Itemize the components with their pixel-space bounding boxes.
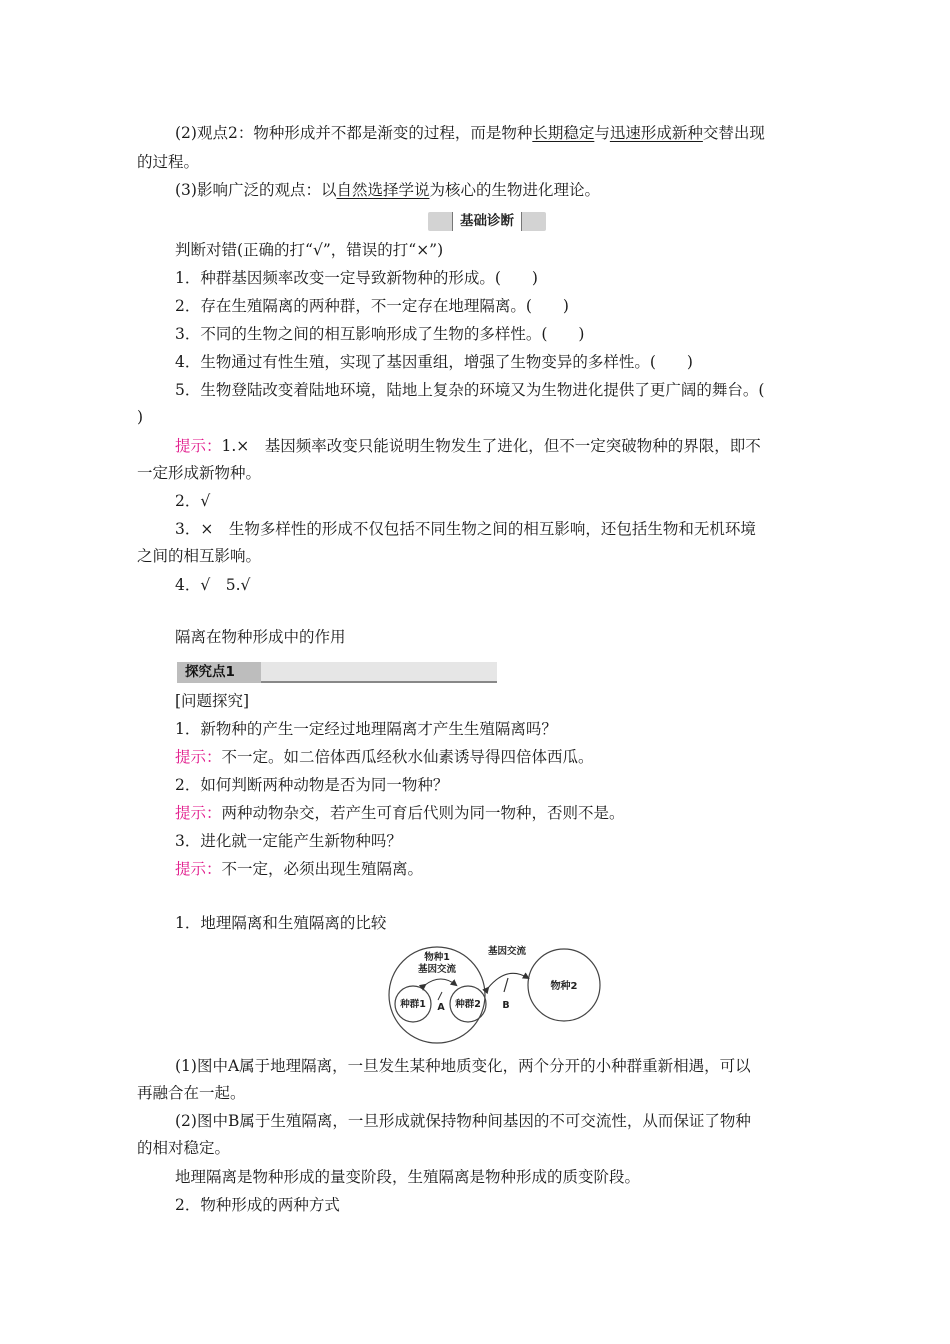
diagnosis-item: 4．生物通过有性生殖，实现了基因重组，增强了生物变异的多样性。( ) — [175, 353, 693, 371]
hint-label: 提示： — [175, 804, 222, 822]
viewpoint-2-line-1: (2)观点2：物种形成并不都是渐变的过程，而是物种长期稳定与迅速形成新种交替出现 — [175, 124, 765, 142]
answer-q2: 提示：两种动物杂交，若产生可育后代则为同一物种，否则不是。 — [175, 804, 625, 822]
label-b: B — [502, 1000, 510, 1011]
comparison-heading: 1．地理隔离和生殖隔离的比较 — [175, 914, 387, 932]
inner-gene-flow-label: 基因交流 — [417, 964, 457, 975]
explore-point-tab — [177, 662, 497, 683]
hint-label: 提示： — [175, 748, 222, 766]
answer-1-line-2: 一定形成新物种。 — [137, 464, 262, 482]
comparison-p1-line-1: (1)图中A属于地理隔离，一旦发生某种地质变化，两个分开的小种群重新相遇，可以 — [175, 1057, 751, 1075]
question-3: 3．进化就一定能产生新物种吗？ — [175, 832, 402, 850]
question-2: 2．如何判断两种动物是否为同一物种？ — [175, 776, 449, 794]
isolation-diagram — [380, 940, 610, 1045]
diagnosis-item-continuation: ) — [137, 408, 144, 426]
inner-gene-flow-arrow — [425, 979, 456, 985]
viewpoint-3: (3)影响广泛的观点：以自然选择学说为核心的生物进化理论。 — [175, 181, 600, 199]
answer-q3: 提示：不一定，必须出现生殖隔离。 — [175, 860, 424, 878]
diagnosis-item: 5．生物登陆改变着陆地环境，陆地上复杂的环境又为生物进化提供了更广阔的舞台。( — [175, 381, 765, 399]
answer-q1: 提示：不一定。如二倍体西瓜经秋水仙素诱导得四倍体西瓜。 — [175, 748, 594, 766]
species-2-label: 物种2 — [550, 981, 578, 992]
inquiry-heading: [问题探究] — [175, 692, 250, 710]
diagnosis-item: 1．种群基因频率改变一定导致新物种的形成。( ) — [175, 269, 538, 287]
label-a: A — [437, 1002, 445, 1013]
barrier-mark — [438, 992, 442, 1000]
population-2-label: 种群2 — [455, 999, 481, 1010]
comparison-p1-line-2: 再融合在一起。 — [137, 1084, 246, 1102]
question-1: 1．新物种的产生一定经过地理隔离才产生生殖隔离吗？ — [175, 720, 557, 738]
hint-label: 提示： — [175, 437, 222, 455]
section-title: 隔离在物种形成中的作用 — [175, 628, 346, 646]
comparison-p2-line-2: 的相对稳定。 — [137, 1139, 231, 1157]
diagnosis-item: 3．不同的生物之间的相互影响形成了生物的多样性。( ) — [175, 325, 585, 343]
next-heading: 2．物种形成的两种方式 — [175, 1196, 340, 1214]
viewpoint-2-line-2: 的过程。 — [137, 153, 200, 171]
answer-3-line-1: 3．× 生物多样性的形成不仅包括不同生物之间的相互影响，还包括生物和无机环境 — [175, 520, 756, 538]
barrier-mark — [504, 978, 508, 992]
underlined-term: 自然选择学说 — [336, 181, 430, 199]
comparison-p2-line-1: (2)图中B属于生殖隔离，一旦形成就保持物种间基因的不可交流性，从而保证了物种 — [175, 1112, 751, 1130]
answer-3-line-2: 之间的相互影响。 — [137, 547, 262, 565]
outer-gene-flow-label: 基因交流 — [487, 946, 527, 957]
diagnosis-item: 2．存在生殖隔离的两种群，不一定存在地理隔离。( ) — [175, 297, 569, 315]
comparison-summary: 地理隔离是物种形成的量变阶段，生殖隔离是物种形成的质变阶段。 — [175, 1168, 641, 1186]
answer-2: 2．√ — [175, 492, 211, 510]
diagnosis-instruction: 判断对错(正确的打“√”，错误的打“×”) — [175, 241, 444, 259]
outer-gene-flow-arrow — [488, 973, 528, 988]
answer-1-line-1: 提示：1.× 基因频率改变只能说明生物发生了进化，但不一定突破物种的界限，即不 — [175, 437, 761, 455]
section-banner: 基础诊断 — [428, 212, 546, 231]
tab-label: 探究点1 — [177, 662, 261, 683]
underlined-term: 长期稳定 — [532, 124, 595, 142]
species-1-label: 物种1 — [424, 952, 450, 963]
answer-4-5: 4．√ 5.√ — [175, 576, 251, 594]
population-1-label: 种群1 — [400, 999, 426, 1010]
underlined-term: 迅速形成新种 — [609, 124, 703, 142]
hint-label: 提示： — [175, 860, 222, 878]
